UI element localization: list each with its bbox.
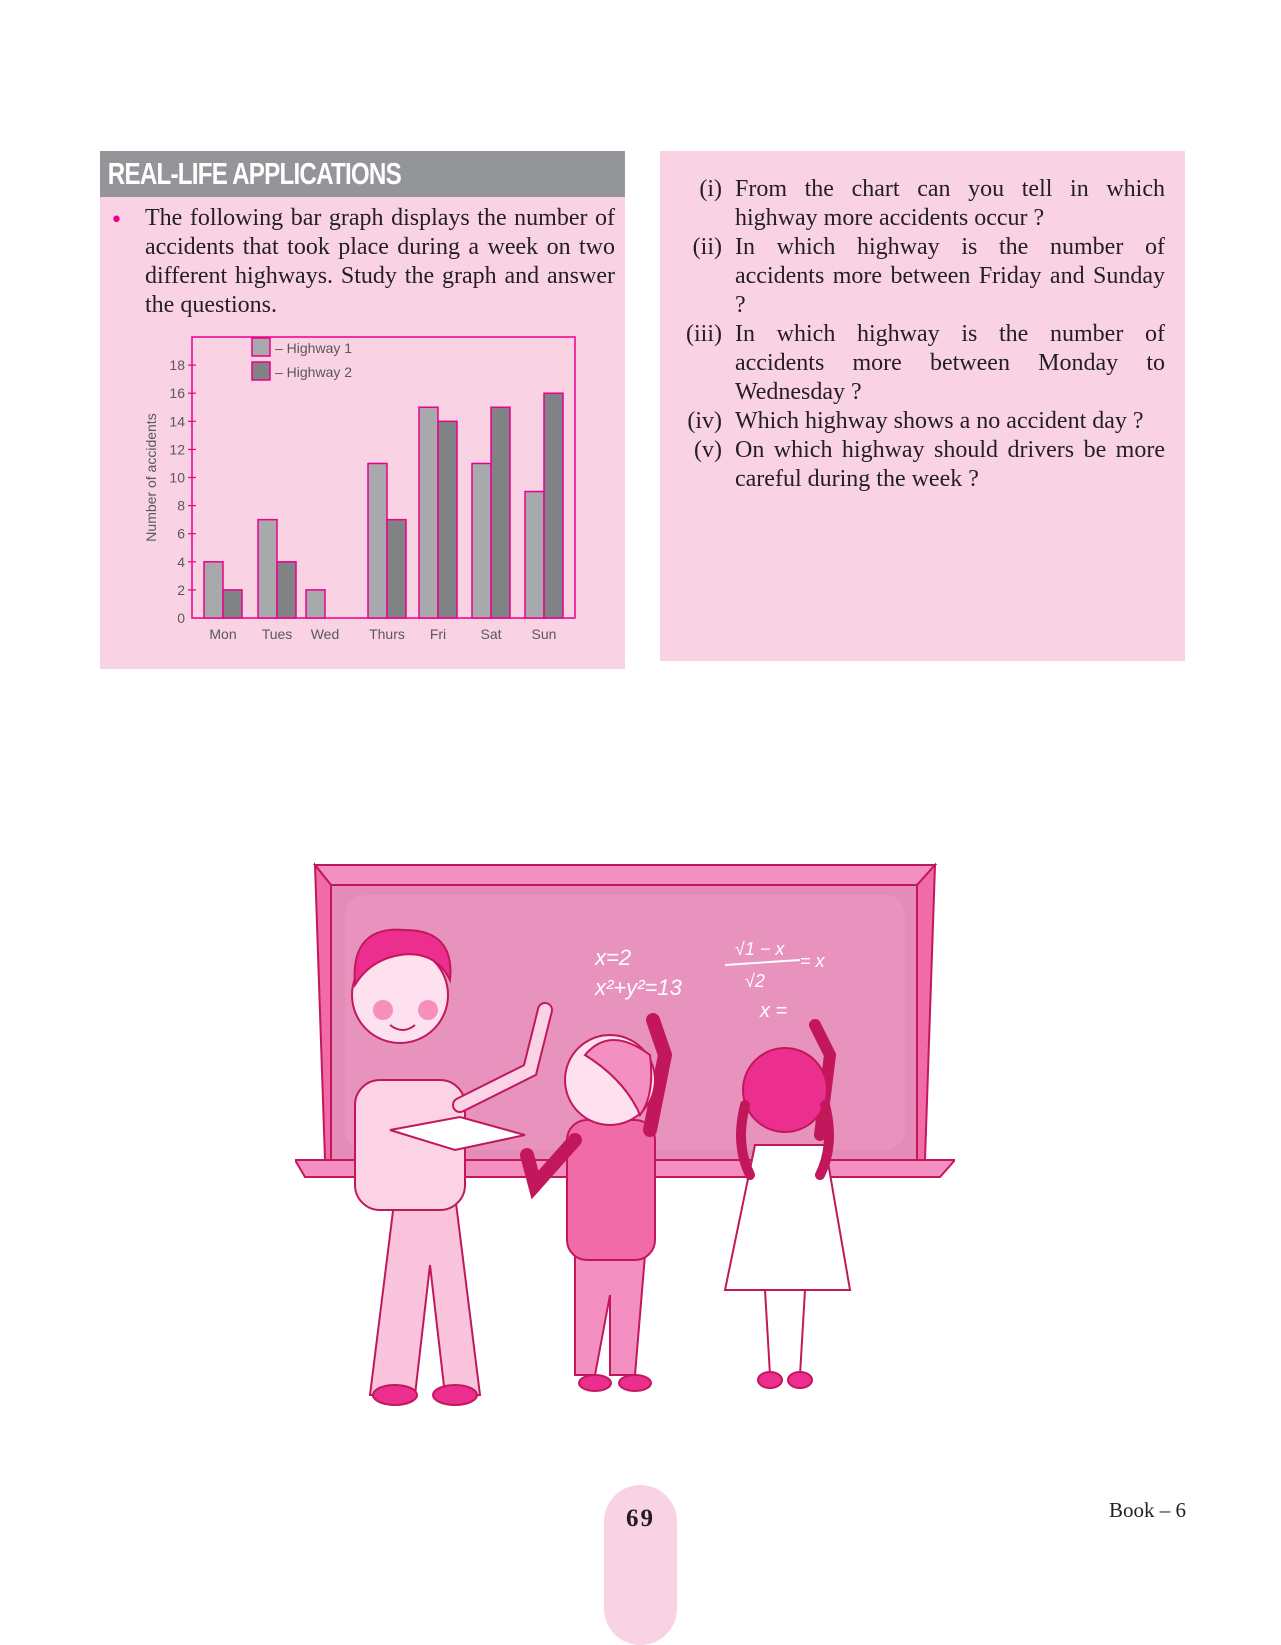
y-axis-title: Number of accidents <box>143 413 159 542</box>
legend-swatch <box>252 338 270 356</box>
y-tick-label: 8 <box>177 497 185 514</box>
x-tick-label: Wed <box>310 626 340 642</box>
y-tick-label: 4 <box>177 553 185 570</box>
y-tick-label: 14 <box>169 413 185 430</box>
equation-text: √1 − x <box>735 939 785 959</box>
question-number: (i) <box>699 176 722 202</box>
x-tick-label: Tues <box>261 626 293 642</box>
y-tick-label: 6 <box>177 525 185 542</box>
question-text: From the chart can you tell in which highway more accidents occur ? <box>735 176 1165 231</box>
bar <box>472 463 491 618</box>
question-text: Which highway shows a no accident day ? <box>735 408 1144 434</box>
bar <box>419 407 438 618</box>
question-item <box>670 320 1165 407</box>
equation-text: √2 <box>745 971 765 991</box>
question-list <box>670 175 1165 494</box>
bar <box>306 590 325 618</box>
legend-label: – Highway 1 <box>275 340 353 356</box>
question-text: In which highway is the number of accidents more between Monday to Wednesday ? <box>735 321 1165 405</box>
question-item <box>670 175 1165 233</box>
y-tick-label: 10 <box>169 469 185 486</box>
question-number: (iv) <box>687 408 722 434</box>
x-tick-label: Thurs <box>369 626 405 642</box>
question-text: On which highway should drivers be more careful during the week ? <box>735 437 1165 492</box>
x-tick-label: Fri <box>429 626 447 642</box>
classroom-illustration <box>295 855 955 1415</box>
bar-chart <box>100 320 625 660</box>
bar <box>525 492 544 618</box>
y-tick-label: 16 <box>169 385 185 402</box>
section-title: REAL-LIFE APPLICATIONS <box>100 151 625 197</box>
page-number: 69 <box>626 1505 655 1532</box>
bar <box>491 407 510 618</box>
bar <box>277 562 296 618</box>
y-tick-label: 2 <box>177 581 185 598</box>
bullet-icon: • <box>110 208 123 233</box>
bar <box>544 393 563 618</box>
question-number: (iii) <box>686 321 722 347</box>
equation-text: = x <box>800 951 825 971</box>
equation-text: x=2 <box>595 945 632 970</box>
bar <box>258 520 277 618</box>
question-text: In which highway is the number of accidents more between Friday and Sunday ? <box>735 234 1165 318</box>
equation-text: x²+y²=13 <box>595 975 682 1000</box>
question-item <box>670 436 1165 494</box>
legend-label: – Highway 2 <box>275 364 353 380</box>
y-tick-label: 0 <box>177 610 185 626</box>
equation-text: x = <box>760 1000 788 1022</box>
bar <box>223 590 242 618</box>
bar <box>438 421 457 618</box>
bar <box>204 562 223 618</box>
question-item <box>670 407 1165 436</box>
x-tick-label: Sat <box>480 626 502 642</box>
book-label: Book – 6 <box>1108 1498 1186 1522</box>
question-number: (v) <box>694 437 722 463</box>
bar <box>368 463 387 618</box>
y-tick-label: 18 <box>169 357 185 374</box>
question-number: (ii) <box>692 234 722 260</box>
question-item <box>670 233 1165 320</box>
girl-writing <box>725 1025 850 1388</box>
legend-swatch <box>252 362 270 380</box>
x-tick-label: Mon <box>209 626 237 642</box>
bar <box>387 520 406 618</box>
y-tick-label: 12 <box>169 441 185 458</box>
x-tick-label: Sun <box>531 626 557 642</box>
intro-paragraph: The following bar graph displays the number of accidents that took place during a week on two different highways. Study the graph and answer the questions. <box>145 205 615 318</box>
